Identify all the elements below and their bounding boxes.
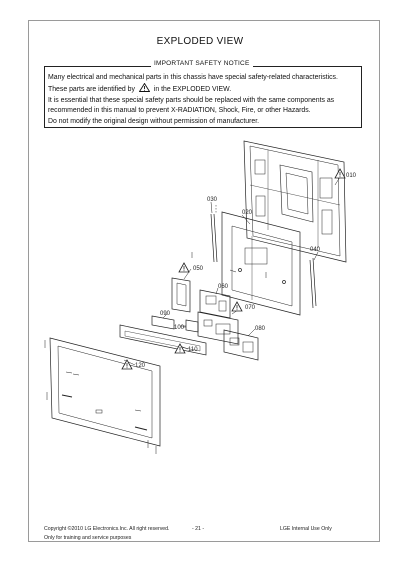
notice-line-3: It is essential that these special safety parts should be replaced with the same components as [48, 96, 335, 104]
footer-internal-use: LGE Internal Use Only [280, 526, 332, 532]
callout-100: 100 [174, 325, 185, 331]
notice-line-2-end: in the EXPLODED VIEW. [153, 86, 232, 94]
callout-110: 110 [188, 347, 198, 353]
callout-040: 040 [310, 247, 321, 253]
part-070-main-board [198, 312, 238, 344]
callout-060: 060 [218, 284, 229, 290]
notice-line-5: Do not modify the original design without permission of manufacturer. [48, 117, 260, 125]
callout-080: 080 [255, 326, 266, 332]
callout-050: 050 [193, 266, 204, 272]
part-030-side-rail [211, 205, 217, 262]
footer-copyright: Copyright ©2010 LG Electronics.Inc. All right reserved. [44, 526, 170, 532]
callout-090: 090 [160, 311, 171, 317]
part-060-board [200, 290, 230, 318]
part-080-power-board [224, 330, 258, 360]
callout-010: 010 [346, 173, 357, 179]
part-040-side-rail [310, 258, 316, 308]
callout-120: 120 [135, 363, 146, 369]
warning-triangle-icon [122, 360, 132, 369]
callout-020: 020 [242, 210, 253, 216]
warning-triangle-icon [232, 302, 242, 311]
notice-line-2-start: These parts are identified by [48, 86, 135, 94]
part-020-main-frame [222, 212, 300, 315]
footer-page-number: - 21 - [192, 526, 205, 532]
notice-line-1: Many electrical and mechanical parts in this chassis have special safety-related characteristics. [48, 74, 338, 81]
page-title: EXPLODED VIEW [156, 36, 244, 47]
part-050-bracket [172, 278, 190, 312]
screw-set [45, 252, 266, 454]
callout-070: 070 [245, 305, 256, 311]
warning-triangle-icon [335, 169, 345, 178]
callout-030: 030 [207, 197, 218, 203]
warning-triangle-icon [179, 263, 189, 272]
footer-training-note: Only for training and service purposes [44, 535, 132, 541]
part-120-front-cabinet [50, 338, 160, 446]
part-010-back-cover [244, 141, 346, 262]
safety-notice-heading: IMPORTANT SAFETY NOTICE [151, 60, 253, 67]
notice-line-4: recommended in this manual to prevent X-RADIATION, Shock, Fire, or other Hazards. [48, 107, 311, 115]
